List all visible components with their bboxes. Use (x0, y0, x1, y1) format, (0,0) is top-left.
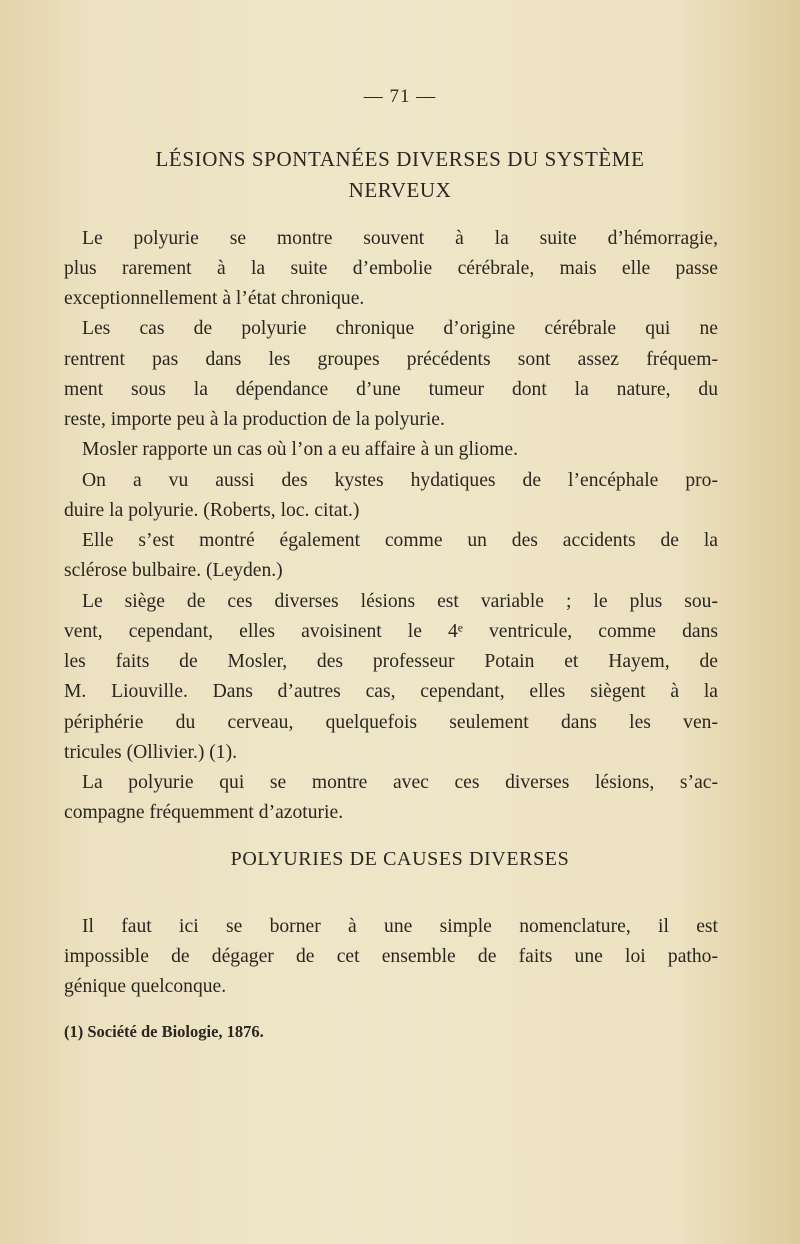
text-line: sclérose bulbaire. (Leyden.) (64, 560, 283, 581)
section-title-2: POLYURIES DE CAUSES DIVERSES (230, 848, 570, 870)
text-line: les faits de Mosler, des professeur Potain et Hayem, de (64, 651, 718, 672)
text-line: rentrent pas dans les groupes précédents sont assez fréquem- (64, 349, 718, 370)
text-line: tricules (Ollivier.) (1). (64, 742, 238, 763)
text-line: Il faut ici se borner à une simple nomenclature, il est (82, 916, 718, 937)
text-line: exceptionnellement à l’état chronique. (64, 288, 365, 309)
text-line: génique quelconque. (64, 976, 227, 997)
text-line: périphérie du cerveau, quelquefois seulement dans les ven- (64, 712, 718, 733)
text-line: M. Liouville. Dans d’autres cas, cependant, elles siègent à la (64, 681, 718, 702)
text-line: reste, importe peu à la production de la polyurie. (64, 409, 445, 430)
text-line: plus rarement à la suite d’embolie cérébrale, mais elle passe (64, 258, 718, 279)
text-line: Le siège de ces diverses lésions est variable ; le plus sou- (82, 591, 718, 612)
text-line: impossible de dégager de cet ensemble de faits une loi patho- (64, 946, 718, 967)
text-line: On a vu aussi des kystes hydatiques de l’encéphale pro- (82, 470, 718, 491)
page-number: — 71 — (363, 86, 437, 107)
text-line: ment sous la dépendance d’une tumeur dont la nature, du (64, 379, 718, 400)
text-line: compagne fréquemment d’azoturie. (64, 802, 344, 823)
text-line: Mosler rapporte un cas où l’on a eu affaire à un gliome. (82, 439, 518, 460)
text-line: vent, cependant, elles avoisinent le 4ᵉ ventricule, comme dans (64, 621, 718, 642)
footnote: (1) Société de Biologie, 1876. (64, 1022, 264, 1041)
text-line: Le polyurie se montre souvent à la suite d’hémorragie, (82, 228, 718, 249)
text-line: La polyurie qui se montre avec ces diverses lésions, s’ac- (82, 772, 718, 793)
text-line: duire la polyurie. (Roberts, loc. citat.) (64, 500, 360, 521)
text-line: Les cas de polyurie chronique d’origine cérébrale qui ne (82, 318, 718, 339)
section-title-line-1: LÉSIONS SPONTANÉES DIVERSES DU SYSTÈME (155, 147, 645, 171)
section-title-line-2: NERVEUX (348, 178, 452, 202)
text-line: Elle s’est montré également comme un des accidents de la (82, 530, 718, 551)
